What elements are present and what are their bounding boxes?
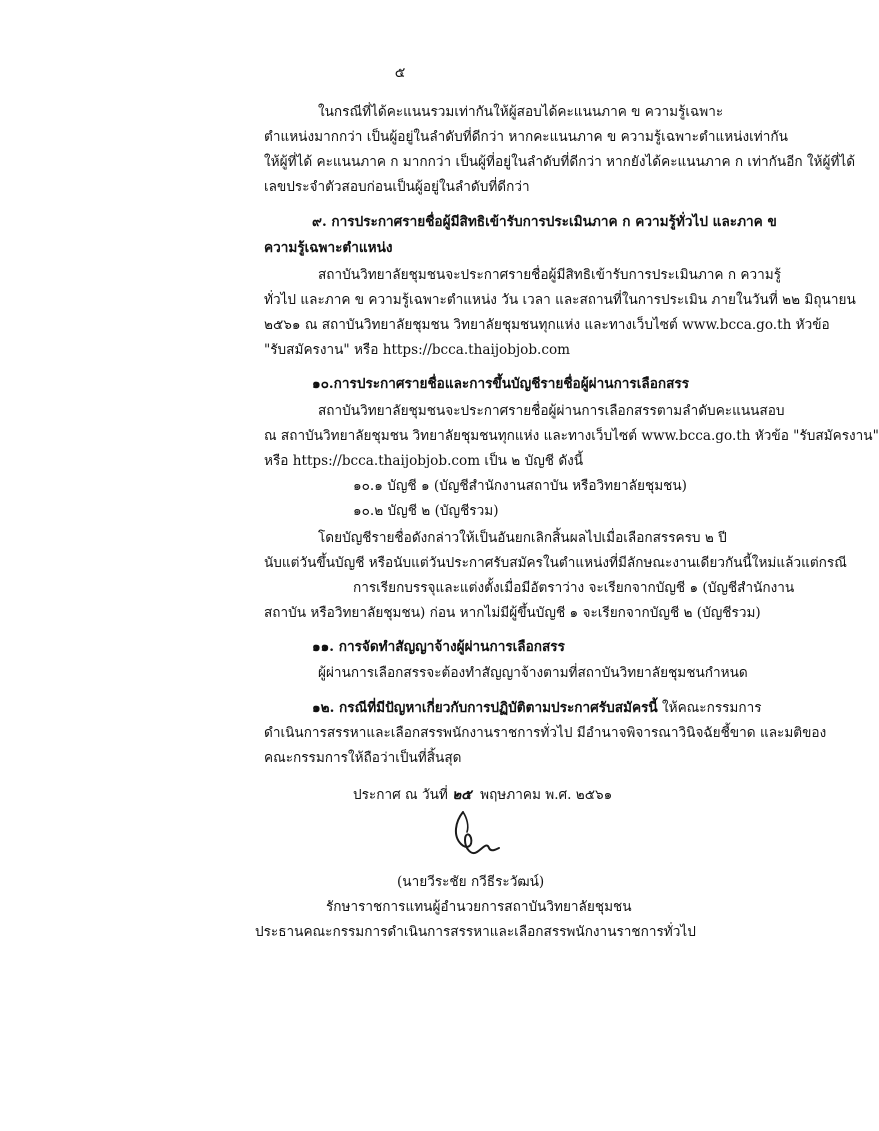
section-10-line: การเรียกบรรจุและแต่งตั้งเมื่อมีอัตราว่าง จะเรียกจากบัญชี ๑ (บัญชีสำนักงาน [353,580,795,596]
section-10-line: ณ สถาบันวิทยาลัยชุมชน วิทยาลัยชุมชนทุกแห่ง และทางเว็บไซต์ www.bcca.go.th หัวข้อ "รับสมัครงาน" [264,428,879,444]
page-number: ๕ [394,65,406,81]
section-10-line: นับแต่วันขึ้นบัญชี หรือนับแต่วันประกาศรับสมัครในตำแหน่งที่มีลักษณะงานเดียวกันนี้ใหม่แล้วแต่กรณี [264,555,847,571]
date-rest: พฤษภาคม พ.ศ. ๒๕๖๑ [480,787,613,803]
section-12-heading: ๑๒. กรณีที่มีปัญหาเกี่ยวกับการปฏิบัติตามประกาศรับสมัครนี้ [312,700,658,716]
section-10-list-item: ๑๐.๒ บัญชี ๒ (บัญชีรวม) [353,503,499,519]
section-10-list-item: ๑๐.๑ บัญชี ๑ (บัญชีสำนักงานสถาบัน หรือวิทยาลัยชุมชน) [353,478,687,494]
date-day: ๒๕ [452,787,472,803]
section-10-heading: ๑๐.การประกาศรายชื่อและการขึ้นบัญชีรายชื่อผู้ผ่านการเลือกสรร [312,376,690,392]
section-12-first-line [312,698,762,718]
date-prefix: ประกาศ ณ วันที่ [353,787,448,803]
section-9-line: ทั่วไป และภาค ข ความรู้เฉพาะตำแหน่ง วัน เวลา และสถานที่ในการประเมิน ภายในวันที่ ๒๒ มิถุนายน [264,292,856,308]
section-12-line: คณะกรรมการให้ถือว่าเป็นที่สิ้นสุด [264,750,462,766]
section-11-line: ผู้ผ่านการเลือกสรรจะต้องทำสัญญาจ้างตามที่สถาบันวิทยาลัยชุมชนกำหนด [318,665,748,681]
paragraph-line: ในกรณีที่ได้คะแนนรวมเท่ากันให้ผู้สอบได้คะแนนภาค ข ความรู้เฉพาะ [318,104,724,120]
signatory-name: (นายวีระชัย กวีธีระวัฒน์) [397,874,545,890]
section-12-line: ดำเนินการสรรหาและเลือกสรรพนักงานราชการทั่วไป มีอำนาจพิจารณาวินิจฉัยชี้ขาด และมติของ [264,725,827,741]
section-11-heading: ๑๑. การจัดทำสัญญาจ้างผู้ผ่านการเลือกสรร [312,639,565,655]
section-9-line: "รับสมัครงาน" หรือ https://bcca.thaijobjob.com [264,342,571,358]
section-9-heading: ๙. การประกาศรายชื่อผู้มีสิทธิเข้ารับการประเมินภาค ก ความรู้ทั่วไป และภาค ข [312,214,777,230]
section-10-line: โดยบัญชีรายชื่อดังกล่าวให้เป็นอันยกเลิกสิ้นผลไปเมื่อเลือกสรรครบ ๒ ปี [318,530,727,546]
section-12-heading-rest: ให้คณะกรรมการ [657,700,762,716]
section-9-line: สถาบันวิทยาลัยชุมชนจะประกาศรายชื่อผู้มีสิทธิเข้ารับการประเมินภาค ก ความรู้ [318,267,782,283]
paragraph-line: ตำแหน่งมากกว่า เป็นผู้อยู่ในลำดับที่ดีกว่า หากคะแนนภาค ข ความรู้เฉพาะตำแหน่งเท่ากัน [264,129,788,145]
signatory-role: ประธานคณะกรรมการดำเนินการสรรหาและเลือกสรรพนักงานราชการทั่วไป [255,924,696,940]
signatory-position: รักษาราชการแทนผู้อำนวยการสถาบันวิทยาลัยชุมชน [326,899,632,915]
handwritten-signature [449,808,501,868]
section-9-line: ๒๕๖๑ ณ สถาบันวิทยาลัยชุมชน วิทยาลัยชุมชนทุกแห่ง และทางเว็บไซต์ www.bcca.go.th หัวข้อ [264,317,830,333]
announcement-date [353,785,612,805]
section-10-line: สถาบันวิทยาลัยชุมชนจะประกาศรายชื่อผู้ผ่านการเลือกสรรตามลำดับคะแนนสอบ [318,403,785,419]
section-9-heading-cont: ความรู้เฉพาะตำแหน่ง [264,240,393,256]
paragraph-line: เลขประจำตัวสอบก่อนเป็นผู้อยู่ในลำดับที่ดีกว่า [264,179,530,195]
section-10-line: สถาบัน หรือวิทยาลัยชุมชน) ก่อน หากไม่มีผู้ขึ้นบัญชี ๑ จะเรียกจากบัญชี ๒ (บัญชีรวม) [264,605,761,621]
paragraph-line: ให้ผู้ที่ได้ คะแนนภาค ก มากกว่า เป็นผู้ที่อยู่ในลำดับที่ดีกว่า หากยังได้คะแนนภาค ก เท่ากันอีก ให้ผู้ที่ได้ [264,154,856,170]
section-10-line: หรือ https://bcca.thaijobjob.com เป็น ๒ บัญชี ดังนี้ [264,453,584,469]
